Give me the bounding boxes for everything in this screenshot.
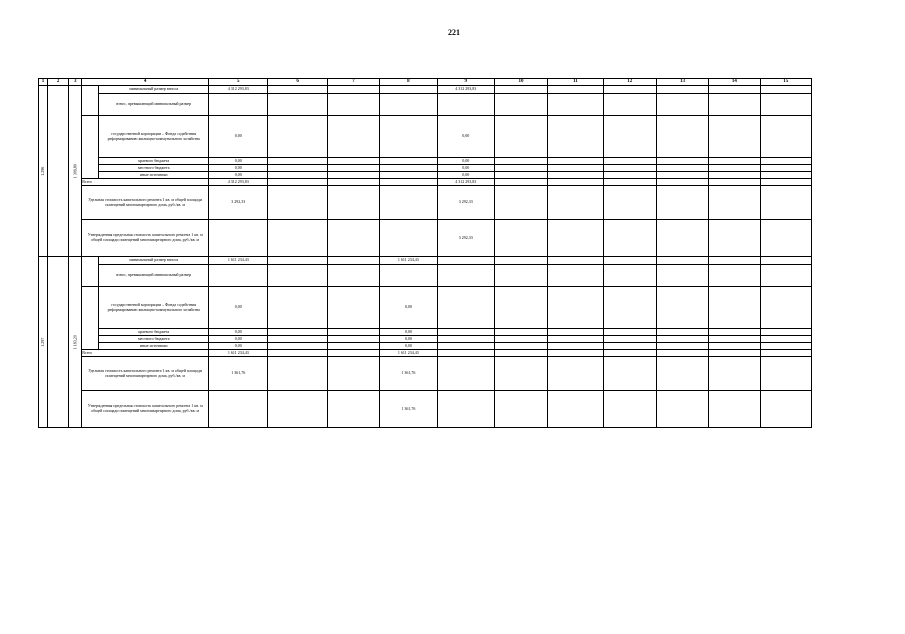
cell-col10	[494, 357, 547, 391]
record-row	[39, 265, 812, 287]
cell-col9	[437, 287, 494, 329]
cell-col13	[656, 179, 708, 186]
cell-col6	[268, 343, 327, 350]
cell-col7	[327, 336, 379, 343]
record-row	[39, 329, 812, 336]
cell-col14	[709, 172, 760, 179]
row-label: взнос, превышающий минимальный размер	[99, 94, 209, 116]
cell-col15	[760, 158, 811, 165]
cell-col15	[760, 165, 811, 172]
cell-col14	[709, 343, 760, 350]
cell-col13	[656, 116, 708, 158]
record-row	[39, 357, 812, 391]
cell-col5	[209, 391, 268, 428]
cell-col9: 3 292,33	[437, 220, 494, 257]
cell-col6	[268, 357, 327, 391]
cell-col11	[548, 179, 603, 186]
cell-col12	[603, 391, 656, 428]
cell-col6	[268, 220, 327, 257]
cell-col6	[268, 186, 327, 220]
cell-col12	[603, 350, 656, 357]
record-index	[39, 86, 48, 257]
cell-col14	[709, 116, 760, 158]
cell-col9	[437, 357, 494, 391]
header-cell: 15	[760, 79, 811, 86]
record-area	[69, 257, 82, 428]
cell-col7	[327, 172, 379, 179]
cell-col11	[548, 391, 603, 428]
cell-col7	[327, 179, 379, 186]
header-cell: 5	[209, 79, 268, 86]
cell-col13	[656, 257, 708, 265]
header-cell: 2	[48, 79, 69, 86]
cell-col10	[494, 391, 547, 428]
cell-col15	[760, 94, 811, 116]
cell-col6	[268, 165, 327, 172]
cell-col13	[656, 158, 708, 165]
cell-col15	[760, 287, 811, 329]
record-row	[39, 186, 812, 220]
cell-col12	[603, 287, 656, 329]
cell-col9	[437, 391, 494, 428]
header-cell: 8	[380, 79, 437, 86]
header-cell: 9	[437, 79, 494, 86]
cell-col12	[603, 343, 656, 350]
header-cell: 10	[494, 79, 547, 86]
cell-col9: 0,00	[437, 172, 494, 179]
cell-col10	[494, 116, 547, 158]
row-label: Удельная стоимость капитального ремонта 1 кв. м общей площади помещений многоквартирного дома, руб./кв. м	[82, 357, 209, 391]
cell-col7	[327, 391, 379, 428]
row-label: краевого бюджета	[99, 158, 209, 165]
cell-col5: 4 312 293,83	[209, 86, 268, 94]
cell-col15	[760, 257, 811, 265]
cell-col9: 4 312 293,83	[437, 86, 494, 94]
cell-col8	[380, 116, 437, 158]
cell-col8: 1 611 234,43	[380, 350, 437, 357]
cell-col8: 0,00	[380, 329, 437, 336]
cell-col11	[548, 116, 603, 158]
cell-col5: 3 292,33	[209, 186, 268, 220]
cell-col8	[380, 86, 437, 94]
cell-col6	[268, 350, 327, 357]
cell-col14	[709, 329, 760, 336]
row-label: местного бюджета	[99, 336, 209, 343]
record-row	[39, 391, 812, 428]
cell-col13	[656, 350, 708, 357]
cell-col10	[494, 172, 547, 179]
cell-col8	[380, 179, 437, 186]
cell-col7	[327, 220, 379, 257]
cell-col14	[709, 86, 760, 94]
header-cell: 13	[656, 79, 708, 86]
cell-col9	[437, 257, 494, 265]
owners-funds-group	[82, 86, 99, 116]
cell-col14	[709, 287, 760, 329]
cell-col7	[327, 357, 379, 391]
row-label: краевого бюджета	[99, 329, 209, 336]
cell-col5: 1 361,76	[209, 357, 268, 391]
cell-col6	[268, 94, 327, 116]
record-row	[39, 86, 812, 94]
cell-col8	[380, 265, 437, 287]
header-cell: 12	[603, 79, 656, 86]
cell-col5: 0,00	[209, 172, 268, 179]
cell-col10	[494, 336, 547, 343]
state-support-group	[82, 287, 99, 350]
cell-col14	[709, 220, 760, 257]
cell-col11	[548, 257, 603, 265]
cell-col9	[437, 94, 494, 116]
cell-col13	[656, 86, 708, 94]
cell-col9: 3 292,33	[437, 186, 494, 220]
cell-col14	[709, 357, 760, 391]
cell-col12	[603, 329, 656, 336]
cell-col13	[656, 391, 708, 428]
cell-col12	[603, 257, 656, 265]
cell-col11	[548, 350, 603, 357]
record-row	[39, 172, 812, 179]
row-label: государственной корпорации – Фонда содействия реформированию жилищно-коммунального хозяйства	[99, 287, 209, 329]
cell-col13	[656, 287, 708, 329]
cell-col15	[760, 350, 811, 357]
cell-col6	[268, 172, 327, 179]
state-support-group	[82, 116, 99, 179]
cell-col11	[548, 329, 603, 336]
cell-col7	[327, 350, 379, 357]
header-cell: 11	[548, 79, 603, 86]
cell-col11	[548, 265, 603, 287]
cell-col12	[603, 172, 656, 179]
cell-col14	[709, 94, 760, 116]
cell-col8: 0,00	[380, 343, 437, 350]
cell-col15	[760, 357, 811, 391]
row-label: Утвержденная предельная стоимость капитального ремонта 1 кв. м общей площади помещений многоквартирного дома, руб./кв. м	[82, 391, 209, 428]
cell-col13	[656, 220, 708, 257]
cell-col8: 1 361,76	[380, 391, 437, 428]
cell-col5: 4 312 293,83	[209, 179, 268, 186]
record-row	[39, 257, 812, 265]
cell-col5: 0,00	[209, 116, 268, 158]
cell-col8: 1 611 234,43	[380, 257, 437, 265]
cell-col14	[709, 391, 760, 428]
cell-col12	[603, 357, 656, 391]
cell-col15	[760, 265, 811, 287]
cell-col7	[327, 329, 379, 336]
cell-col15	[760, 343, 811, 350]
cell-col9	[437, 336, 494, 343]
cell-col8	[380, 220, 437, 257]
cell-col15	[760, 391, 811, 428]
cell-col8	[380, 158, 437, 165]
cell-col7	[327, 343, 379, 350]
owners-funds-group	[82, 257, 99, 287]
cell-col9: 4 312 293,83	[437, 179, 494, 186]
cell-col13	[656, 329, 708, 336]
cell-col5: 1 611 234,43	[209, 257, 268, 265]
record-row	[39, 287, 812, 329]
record-row	[39, 350, 812, 357]
record-area	[69, 86, 82, 257]
cell-col5: 0,00	[209, 158, 268, 165]
cell-col9: 0,00	[437, 116, 494, 158]
cell-col11	[548, 343, 603, 350]
cell-col5: 1 611 234,43	[209, 350, 268, 357]
cell-col6	[268, 179, 327, 186]
cell-col12	[603, 265, 656, 287]
cell-col13	[656, 94, 708, 116]
cell-col13	[656, 343, 708, 350]
cell-col13	[656, 172, 708, 179]
cell-col5: 0,00	[209, 329, 268, 336]
record-area-text: 1 183,20	[72, 335, 78, 349]
cell-col9	[437, 329, 494, 336]
cell-col12	[603, 94, 656, 116]
page-number: 221	[448, 28, 460, 37]
cell-col15	[760, 172, 811, 179]
row-label: Утвержденная предельная стоимость капитального ремонта 1 кв. м общей площади помещений многоквартирного дома, руб./кв. м	[82, 220, 209, 257]
cell-col12	[603, 165, 656, 172]
cell-col11	[548, 165, 603, 172]
cell-col10	[494, 165, 547, 172]
cell-col6	[268, 329, 327, 336]
cell-col12	[603, 158, 656, 165]
cell-col11	[548, 357, 603, 391]
cell-col14	[709, 257, 760, 265]
record-index-text: 1.296	[40, 166, 46, 176]
header-cell: 1	[39, 79, 48, 86]
cell-col11	[548, 287, 603, 329]
cell-col8	[380, 172, 437, 179]
cell-col6	[268, 391, 327, 428]
row-label: минимальный размер взноса	[99, 257, 209, 265]
cell-col10	[494, 94, 547, 116]
row-label: Удельная стоимость капитального ремонта 1 кв. м общей площади помещений многоквартирного дома, руб./кв. м	[82, 186, 209, 220]
cell-col14	[709, 265, 760, 287]
row-label: взнос, превышающий минимальный размер	[99, 265, 209, 287]
row-label: местного бюджета	[99, 165, 209, 172]
cell-col6	[268, 257, 327, 265]
cell-col10	[494, 350, 547, 357]
row-label: иные источники	[99, 172, 209, 179]
record-index	[39, 257, 48, 428]
record-row	[39, 165, 812, 172]
row-label: Всего	[82, 179, 209, 186]
cell-col5: 0,00	[209, 336, 268, 343]
record-row	[39, 343, 812, 350]
cell-col13	[656, 357, 708, 391]
row-label: иные источники	[99, 343, 209, 350]
cell-col13	[656, 336, 708, 343]
cell-col7	[327, 186, 379, 220]
record-row	[39, 94, 812, 116]
cell-col6	[268, 336, 327, 343]
cell-col10	[494, 257, 547, 265]
cell-col10	[494, 179, 547, 186]
cell-col12	[603, 336, 656, 343]
cell-col10	[494, 343, 547, 350]
cell-col15	[760, 220, 811, 257]
cell-col12	[603, 186, 656, 220]
cell-col9: 0,00	[437, 165, 494, 172]
cell-col7	[327, 86, 379, 94]
column-number-row	[39, 79, 812, 86]
cell-col14	[709, 186, 760, 220]
cell-col7	[327, 158, 379, 165]
cell-col5: 0,00	[209, 343, 268, 350]
cell-col10	[494, 186, 547, 220]
record-row	[39, 336, 812, 343]
cell-col10	[494, 220, 547, 257]
header-cell: 4	[82, 79, 209, 86]
cell-col9	[437, 350, 494, 357]
cell-col9: 0,00	[437, 158, 494, 165]
cell-col10	[494, 329, 547, 336]
row-label: минимальный размер взноса	[99, 86, 209, 94]
cell-col14	[709, 158, 760, 165]
cell-col11	[548, 220, 603, 257]
cell-col8	[380, 186, 437, 220]
capital-repair-table	[38, 78, 812, 428]
cell-col8: 0,00	[380, 336, 437, 343]
row-label: Всего	[82, 350, 209, 357]
cell-col15	[760, 179, 811, 186]
cell-col11	[548, 86, 603, 94]
cell-col7	[327, 94, 379, 116]
cell-col14	[709, 179, 760, 186]
cell-col5: 0,00	[209, 165, 268, 172]
cell-col15	[760, 116, 811, 158]
cell-col6	[268, 265, 327, 287]
record-address	[48, 257, 69, 428]
cell-col7	[327, 257, 379, 265]
cell-col9	[437, 343, 494, 350]
cell-col6	[268, 116, 327, 158]
cell-col11	[548, 336, 603, 343]
header-cell: 14	[709, 79, 760, 86]
cell-col6	[268, 86, 327, 94]
record-row	[39, 179, 812, 186]
cell-col11	[548, 186, 603, 220]
cell-col10	[494, 265, 547, 287]
cell-col7	[327, 265, 379, 287]
record-row	[39, 116, 812, 158]
cell-col12	[603, 116, 656, 158]
cell-col8	[380, 165, 437, 172]
cell-col7	[327, 116, 379, 158]
cell-col5: 0,00	[209, 287, 268, 329]
cell-col12	[603, 220, 656, 257]
cell-col6	[268, 158, 327, 165]
cell-col5	[209, 265, 268, 287]
cell-col15	[760, 329, 811, 336]
record-area-text: 1 309,80	[72, 164, 78, 178]
cell-col9	[437, 265, 494, 287]
cell-col8	[380, 94, 437, 116]
cell-col12	[603, 179, 656, 186]
cell-col15	[760, 336, 811, 343]
row-label: государственной корпорации – Фонда содействия реформированию жилищно-коммунального хозяйства	[99, 116, 209, 158]
cell-col12	[603, 86, 656, 94]
cell-col13	[656, 186, 708, 220]
record-row	[39, 220, 812, 257]
header-cell: 3	[69, 79, 82, 86]
cell-col13	[656, 165, 708, 172]
cell-col13	[656, 265, 708, 287]
cell-col5	[209, 94, 268, 116]
cell-col15	[760, 86, 811, 94]
header-cell: 6	[268, 79, 327, 86]
record-address	[48, 86, 69, 257]
cell-col14	[709, 350, 760, 357]
record-index-text: 1.297	[40, 337, 46, 347]
cell-col8: 1 361,76	[380, 357, 437, 391]
cell-col14	[709, 165, 760, 172]
cell-col11	[548, 94, 603, 116]
cell-col6	[268, 287, 327, 329]
cell-col10	[494, 158, 547, 165]
cell-col5	[209, 220, 268, 257]
cell-col10	[494, 287, 547, 329]
header-cell: 7	[327, 79, 379, 86]
cell-col7	[327, 165, 379, 172]
cell-col8: 0,00	[380, 287, 437, 329]
record-row	[39, 158, 812, 165]
cell-col10	[494, 86, 547, 94]
cell-col11	[548, 172, 603, 179]
cell-col15	[760, 186, 811, 220]
cell-col14	[709, 336, 760, 343]
cell-col7	[327, 287, 379, 329]
cell-col11	[548, 158, 603, 165]
